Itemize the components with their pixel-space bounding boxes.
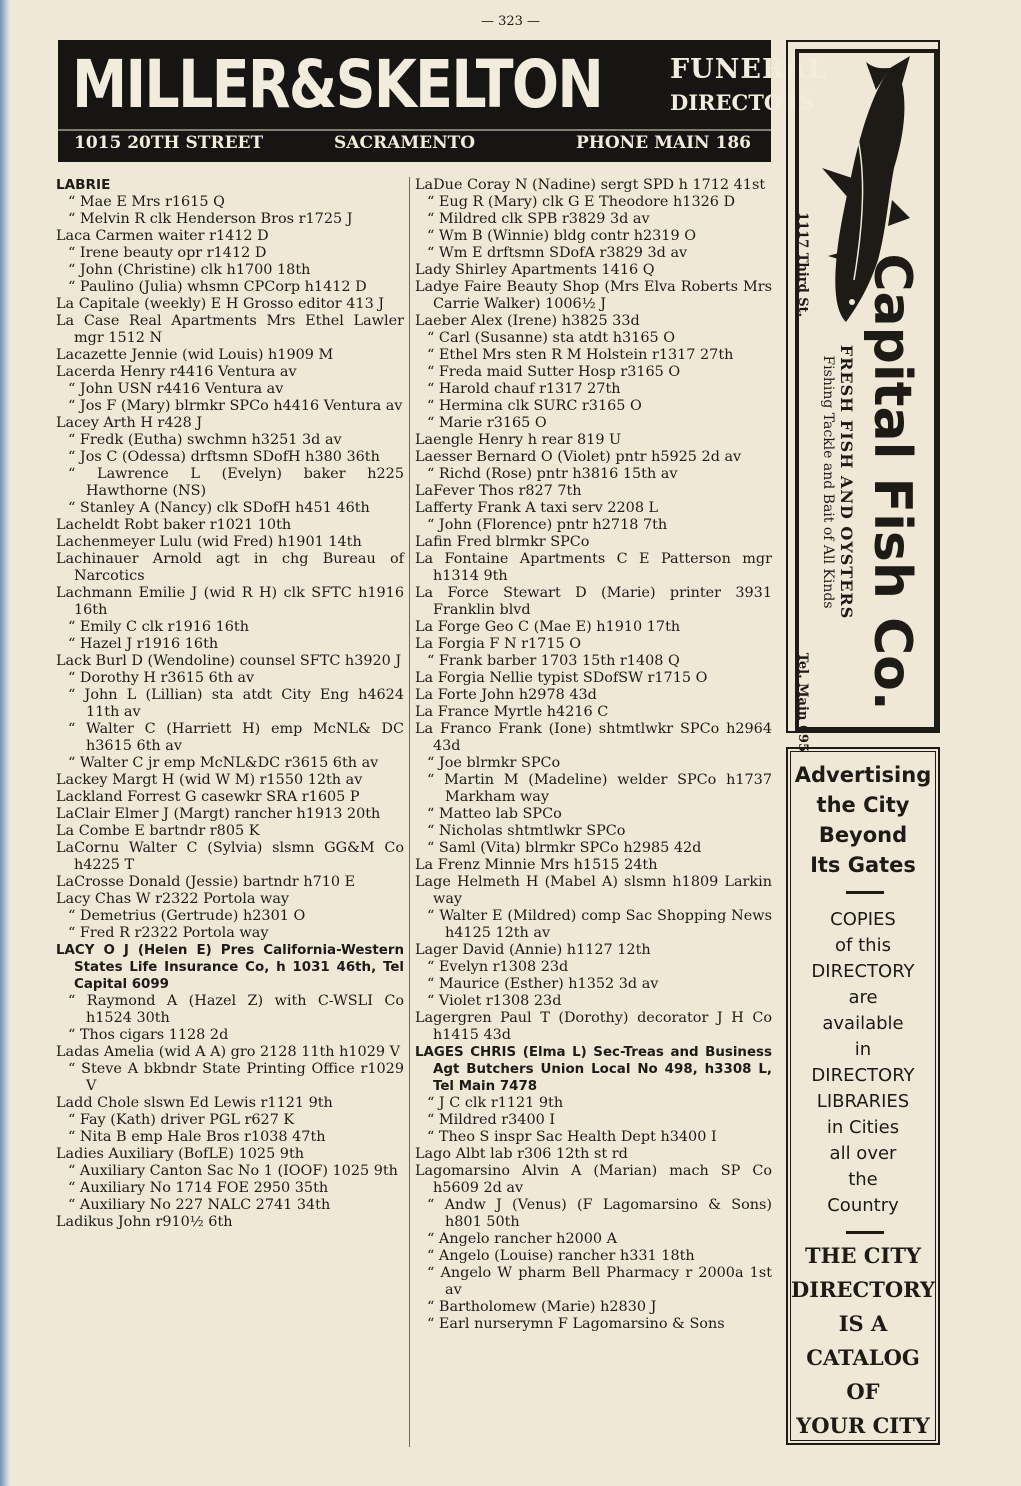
directory-entry: La Forte John h2978 43d: [415, 687, 597, 703]
directory-entry: “ Jos C (Odessa) drftsmn SDofH h380 36th: [68, 449, 380, 465]
city-ad-c3: IS A: [838, 1311, 888, 1336]
directory-entry: Lagomarsino Alvin A (Marian) mach SP Co h5609 2d av: [415, 1163, 772, 1196]
directory-entry: “ Mae E Mrs r1615 Q: [68, 194, 225, 210]
city-directory-ad: [786, 747, 940, 1445]
directory-entry: “ Nicholas shtmtlwkr SPCo: [427, 823, 626, 839]
city-ad-c5: OF: [846, 1379, 880, 1404]
city-ad-c6: YOUR CITY: [796, 1413, 930, 1438]
directory-entry: “ Lawrence L (Evelyn) baker h225 Hawthorne (NS): [68, 466, 404, 499]
directory-entry: “ Hermina clk SURC r3165 O: [427, 398, 642, 414]
city-ad-b9: in Cities: [826, 1117, 900, 1138]
directory-entry: Lage Helmeth H (Mabel A) slsmn h1809 Larkin way: [415, 874, 772, 907]
directory-entry: “ Demetrius (Gertrude) h2301 O: [68, 908, 306, 924]
directory-entry: “ Nita B emp Hale Bros r1038 47th: [68, 1129, 326, 1145]
funeral-banner-ad: [58, 40, 828, 162]
directory-entry: Lachmann Emilie J (wid R H) clk SFTC h1916 16th: [56, 585, 404, 618]
directory-entry: La Force Stewart D (Marie) printer 3931 Franklin blvd: [415, 585, 772, 618]
directory-entry: “ Bartholomew (Marie) h2830 J: [427, 1299, 657, 1315]
directory-entry: “ John L (Lillian) sta atdt City Eng h4624 11th av: [68, 687, 404, 720]
directory-entry: “ Richd (Rose) pntr h3816 15th av: [427, 466, 678, 482]
city-ad-a4: Its Gates: [810, 853, 916, 877]
directory-entry: “ Harold chauf r1317 27th: [427, 381, 621, 397]
directory-entry: “ Theo S inspr Sac Health Dept h3400 I: [427, 1129, 717, 1145]
directory-entry: “ Wm E drftsmn SDofA r3829 3d av: [427, 245, 688, 261]
directory-entry: “ Wm B (Winnie) bldg contr h2319 O: [427, 228, 696, 244]
directory-entry: “ Andw J (Venus) (F Lagomarsino & Sons) h801 50th: [427, 1197, 772, 1230]
directory-column-right: [415, 177, 772, 1333]
city-ad-c1: THE CITY: [805, 1243, 921, 1268]
bold-listing-entry: LACY O J (Helen E) Pres California-Western States Life Insurance Co, h 1031 46th, Tel Capital 6099: [56, 943, 404, 992]
directory-entry: “ Stanley A (Nancy) clk SDofH h451 46th: [68, 500, 370, 516]
directory-entry: Laengle Henry h rear 819 U: [415, 432, 622, 448]
fish-ad-line2: Fishing Tackle and Bait of All Kinds: [820, 355, 836, 609]
directory-entry: “ Marie r3165 O: [427, 415, 547, 431]
city-ad-b10: all over: [829, 1143, 897, 1164]
city-ad-c4: CATALOG: [806, 1345, 920, 1370]
directory-entry: “ Fay (Kath) driver PGL r627 K: [68, 1112, 295, 1128]
directory-entry: Laesser Bernard O (Violet) pntr h5925 2d av: [415, 449, 742, 465]
directory-entry: Lachenmeyer Lulu (wid Fred) h1901 14th: [56, 534, 362, 550]
directory-entry: “ Auxiliary No 1714 FOE 2950 35th: [68, 1180, 329, 1196]
directory-entry: “ Ethel Mrs sten R M Holstein r1317 27th: [427, 347, 734, 363]
directory-entry: “ Matteo lab SPCo: [427, 806, 562, 822]
city-ad-b4: are: [848, 987, 878, 1008]
directory-entry: “ Mildred clk SPB r3829 3d av: [427, 211, 650, 227]
city-ad-b2: of this: [835, 935, 891, 956]
directory-entry: La Fontaine Apartments C E Patterson mgr h1314 9th: [415, 551, 772, 584]
city-ad-b7: DIRECTORY: [811, 1065, 915, 1086]
directory-entry: Lackey Margt H (wid W M) r1550 12th av: [56, 772, 363, 788]
directory-entry: Lago Albt lab r306 12th st rd: [415, 1146, 628, 1162]
directory-entry: Lager David (Annie) h1127 12th: [415, 942, 651, 958]
directory-entry: “ Frank barber 1703 15th r1408 Q: [427, 653, 680, 669]
directory-entry: Lackland Forrest G casewkr SRA r1605 P: [56, 789, 360, 805]
directory-entry: Lafin Fred blrmkr SPCo: [415, 534, 590, 550]
bold-listing-entry: LAGES CHRIS (Elma L) Sec-Treas and Business Agt Butchers Union Local No 498, h3308 L, Tel Main 7478: [415, 1045, 772, 1094]
directory-entry: “ Fred R r2322 Portola way: [68, 925, 269, 941]
directory-entry: “ Jos F (Mary) blrmkr SPCo h4416 Ventura av: [68, 398, 403, 414]
fish-ad-line1: FRESH FISH AND OYSTERS: [837, 344, 856, 620]
city-ad-b3: DIRECTORY: [811, 961, 915, 982]
directory-entry: La Forgia F N r1715 O: [415, 636, 582, 652]
directory-entry: LaFever Thos r827 7th: [415, 483, 582, 499]
directory-entry: Ladye Faire Beauty Shop (Mrs Elva Roberts Mrs Carrie Walker) 1006½ J: [415, 279, 772, 312]
fish-ad-footer: [795, 212, 810, 752]
directory-entry: La Forgia Nellie typist SDofSW r1715 O: [415, 670, 708, 686]
city-ad-separator: [846, 1231, 884, 1234]
directory-entry: “ Angelo (Louise) rancher h331 18th: [427, 1248, 695, 1264]
directory-entry: “ Dorothy H r3615 6th av: [68, 670, 255, 686]
directory-entry: “ Fredk (Eutha) swchmn h3251 3d av: [68, 432, 342, 448]
directory-entry: “ Paulino (Julia) whsmn CPCorp h1412 D: [68, 279, 367, 295]
page-number: — 323 —: [480, 14, 541, 29]
directory-entry: “ Maurice (Esther) h1352 3d av: [427, 976, 659, 992]
fish-ad-address: 1117 Third St.: [795, 212, 810, 318]
directory-entry: Ladas Amelia (wid A A) gro 2128 11th h1029 V: [56, 1044, 400, 1060]
directory-entry: “ Hazel J r1916 16th: [68, 636, 219, 652]
directory-entry: LaCornu Walter C (Sylvia) slsmn GG&M Co h4225 T: [56, 840, 404, 873]
directory-entry: Lacy Chas W r2322 Portola way: [56, 891, 290, 907]
directory-entry: La France Myrtle h4216 C: [415, 704, 609, 720]
directory-entry: LaClair Elmer J (Margt) rancher h1913 20th: [56, 806, 381, 822]
city-ad-a3: Beyond: [818, 823, 908, 847]
directory-entry: “ Evelyn r1308 23d: [427, 959, 569, 975]
directory-entry: “ Joe blrmkr SPCo: [427, 755, 561, 771]
directory-entry: Lacheldt Robt baker r1021 10th: [56, 517, 292, 533]
directory-entry: Lagergren Paul T (Dorothy) decorator J H Co h1415 43d: [415, 1010, 772, 1043]
directory-entry: “ Thos cigars 1128 2d: [68, 1027, 229, 1043]
directory-entry: “ Angelo W pharm Bell Pharmacy r 2000a 1st av: [427, 1265, 772, 1298]
city-ad-b6: in: [854, 1039, 872, 1060]
capital-fish-ad: [786, 40, 940, 752]
directory-entry: La Case Real Apartments Mrs Ethel Lawler mgr 1512 N: [56, 313, 404, 346]
directory-entry: Lafferty Frank A taxi serv 2208 L: [415, 500, 659, 516]
directory-entry: “ Carl (Susanne) sta atdt h3165 O: [427, 330, 676, 346]
banner-funeral: FUNERAL: [670, 54, 828, 85]
directory-entry: La Capitale (weekly) E H Grosso editor 413 J: [56, 296, 385, 312]
banner-rule: [58, 129, 771, 131]
directory-entry: “ John USN r4416 Ventura av: [68, 381, 284, 397]
directory-entry: “ Walter C (Harriett H) emp McNL& DC h3615 6th av: [68, 721, 404, 754]
city-ad-b5: available: [822, 1013, 904, 1034]
city-ad-c2: DIRECTORY: [791, 1277, 935, 1302]
directory-entry: “ Freda maid Sutter Hosp r3165 O: [427, 364, 681, 380]
directory-entry: La Franco Frank (Ione) shtmtlwkr SPCo h2964 43d: [415, 721, 772, 754]
directory-entry: “ Martin M (Madeline) welder SPCo h1737 Markham way: [427, 772, 772, 805]
city-ad-a1: Advertising: [794, 763, 932, 787]
directory-entry: “ Saml (Vita) blrmkr SPCo h2985 42d: [427, 840, 702, 856]
directory-column-left: [56, 177, 404, 1231]
city-ad-separator: [846, 891, 884, 894]
directory-entry: Ladd Chole slswn Ed Lewis r1121 9th: [56, 1095, 333, 1111]
directory-entry: La Combe E bartndr r805 K: [56, 823, 260, 839]
directory-entry: “ Walter C jr emp McNL&DC r3615 6th av: [68, 755, 379, 771]
directory-entry: “ John (Christine) clk h1700 18th: [68, 262, 311, 278]
directory-entry: “ Steve A bkbndr State Printing Office r1029 V: [68, 1061, 404, 1094]
directory-entry: “ John (Florence) pntr h2718 7th: [427, 517, 668, 533]
banner-name: MILLER&SKELTON: [72, 46, 603, 123]
city-ad-a2: the City: [816, 793, 910, 817]
city-ad-b11: the: [848, 1169, 878, 1190]
directory-entry: Laeber Alex (Irene) h3825 33d: [415, 313, 640, 329]
directory-entry: “ Walter E (Mildred) comp Sac Shopping News h4125 12th av: [427, 908, 772, 941]
city-ad-b12: Country: [827, 1195, 899, 1216]
directory-entry: La Forge Geo C (Mae E) h1910 17th: [415, 619, 681, 635]
directory-entry: LaDue Coray N (Nadine) sergt SPD h 1712 41st: [415, 177, 766, 193]
city-ad-b8: LIBRARIES: [816, 1091, 910, 1112]
city-ad-b1: COPIES: [830, 909, 896, 930]
banner-directors: DIRECTORS: [670, 90, 815, 115]
fish-ad-text: [788, 212, 928, 752]
directory-entry: La Frenz Minnie Mrs h1515 24th: [415, 857, 658, 873]
directory-entry: Ladies Auxiliary (BofLE) 1025 9th: [56, 1146, 305, 1162]
banner-address: 1015 20TH STREET: [74, 133, 264, 153]
directory-entry: “ Raymond A (Hazel Z) with C-WSLI Co h1524 30th: [68, 993, 404, 1026]
directory-entry: Lady Shirley Apartments 1416 Q: [415, 262, 655, 278]
directory-entry: LaCrosse Donald (Jessie) bartndr h710 E: [56, 874, 356, 890]
directory-entry: Lacerda Henry r4416 Ventura av: [56, 364, 297, 380]
directory-entry: “ Angelo rancher h2000 A: [427, 1231, 618, 1247]
directory-entry: “ Irene beauty opr r1412 D: [68, 245, 267, 261]
directory-entry: “ J C clk r1121 9th: [427, 1095, 564, 1111]
banner-phone: PHONE MAIN 186: [576, 133, 751, 153]
directory-entry: Lack Burl D (Wendoline) counsel SFTC h3920 J: [56, 653, 402, 669]
page-edge: [0, 0, 10, 1486]
directory-entry: “ Mildred r3400 I: [427, 1112, 556, 1128]
directory-entry: Lacazette Jennie (wid Louis) h1909 M: [56, 347, 334, 363]
directory-entry: “ Earl nurserymn F Lagomarsino & Sons: [427, 1316, 725, 1332]
directory-entry: Lacey Arth H r428 J: [56, 415, 203, 431]
directory-entry: “ Emily C clk r1916 16th: [68, 619, 249, 635]
fish-ad-tel: Tel. Main 695: [795, 652, 810, 752]
directory-entry: “ Violet r1308 23d: [427, 993, 562, 1009]
directory-entry: Ladikus John r910½ 6th: [56, 1214, 233, 1230]
directory-entry: “ Melvin R clk Henderson Bros r1725 J: [68, 211, 353, 227]
directory-entry: Lachinauer Arnold agt in chg Bureau of Narcotics: [56, 551, 404, 584]
directory-entry: “ Auxiliary Canton Sac No 1 (IOOF) 1025 9th: [68, 1163, 398, 1179]
column-divider: [409, 177, 410, 1447]
directory-entry: “ Eug R (Mary) clk G E Theodore h1326 D: [427, 194, 736, 210]
fish-ad-name: Capital Fish Co.: [862, 253, 922, 711]
section-heading: LABRIE: [56, 177, 111, 193]
directory-entry: Laca Carmen waiter r1412 D: [56, 228, 269, 244]
directory-entry: “ Auxiliary No 227 NALC 2741 34th: [68, 1197, 331, 1213]
banner-city: SACRAMENTO: [334, 133, 476, 153]
